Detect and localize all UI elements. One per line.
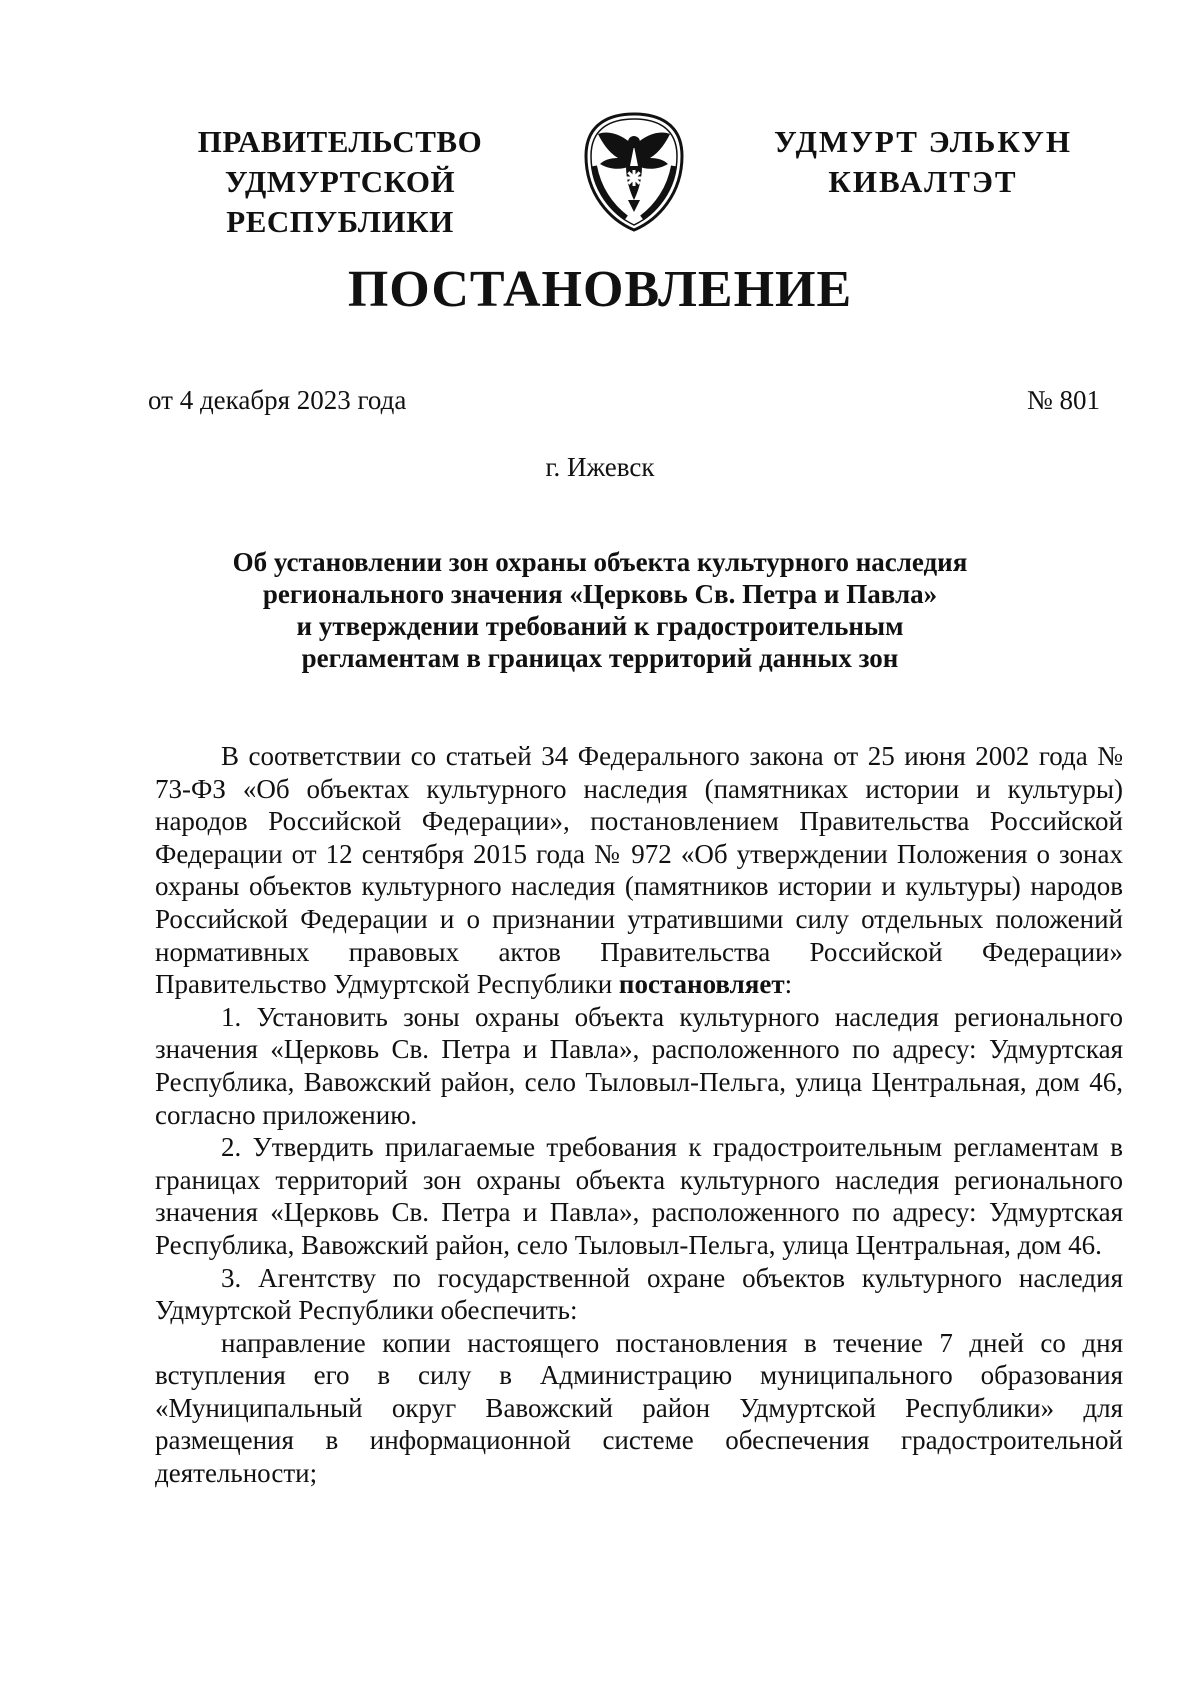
clause-3: 3. Агентству по государственной охране объектов культурного наследия Удмуртской Республики обеспечить: xyxy=(155,1262,1123,1326)
document-type-title: ПОСТАНОВЛЕНИЕ xyxy=(347,261,853,318)
document-city: г. Ижевск xyxy=(545,452,655,482)
clause-3-subitem: направление копии настоящего постановления в течение 7 дней со дня вступления его в силу в Администрацию муниципального образования «Муниципальный округ Вавожский район Удмуртской Республики» для размещения в информационной системе обеспечения градостроительной деятельности; xyxy=(155,1327,1123,1489)
preamble-paragraph xyxy=(155,740,1123,1001)
government-name-udmurt xyxy=(760,122,1086,202)
government-name-udmurt-line1: УДМУРТ ЭЛЬКУН xyxy=(773,124,1073,159)
clause-2: 2. Утвердить прилагаемые требования к градостроительным регламентам в границах территорий зон охраны объекта культурного наследия регионального значения «Церковь Св. Петра и Павла», расположенного по адресу: Удмуртская Республика, Вавожский район, село Тыловыл-Пельга, улица Центральная, дом 46. xyxy=(155,1132,1123,1260)
document-subject-title xyxy=(150,546,1050,674)
document-date: от 4 декабря 2023 года xyxy=(148,385,407,415)
subject-title-line: Об установлении зон охраны объекта культурного наследия xyxy=(232,547,968,577)
subject-title-line: регламентам в границах территорий данных зон xyxy=(301,643,899,673)
government-name-russian xyxy=(118,122,562,242)
government-name-line2: УДМУРТСКОЙ РЕСПУБЛИКИ xyxy=(224,164,456,239)
udmurt-coat-of-arms-icon xyxy=(578,108,690,234)
subject-title-line: и утверждении требований к градостроительным xyxy=(296,611,904,641)
government-name-line1: ПРАВИТЕЛЬСТВО xyxy=(197,124,483,159)
clause-1: 1. Установить зоны охраны объекта культурного наследия регионального значения «Церковь Св. Петра и Павла», расположенного по адресу: Удмуртская Республика, Вавожский район, село Тыловыл-Пельга, улица Центральная, дом 46, согласно приложению. xyxy=(155,1001,1123,1130)
subject-title-line: регионального значения «Церковь Св. Петра и Павла» xyxy=(262,579,938,609)
government-name-udmurt-line2: КИВАЛТЭТ xyxy=(828,164,1018,199)
preamble-colon: : xyxy=(784,969,793,1000)
document-number: № 801 xyxy=(1026,385,1100,415)
document-body xyxy=(155,740,1123,1490)
preamble-resolves: постановляет xyxy=(618,969,785,1000)
preamble-text: В соответствии со статьей 34 Федерального закона от 25 июня 2002 года № 73-ФЗ «Об объектах культурного наследия (памятниках истории и культуры) народов Российской Федерации», постановлением Правительства Российской Федерации от 12 сентября 2015 года № 972 «Об утверждении Положения о зонах охраны объектов культурного наследия (памятников истории и культуры) народов Российской Федерации и о признании утратившими силу отдельных положений нормативных правовых актов Правительства Российской Федерации» Правительство Удмуртской Республики xyxy=(155,741,1123,1000)
